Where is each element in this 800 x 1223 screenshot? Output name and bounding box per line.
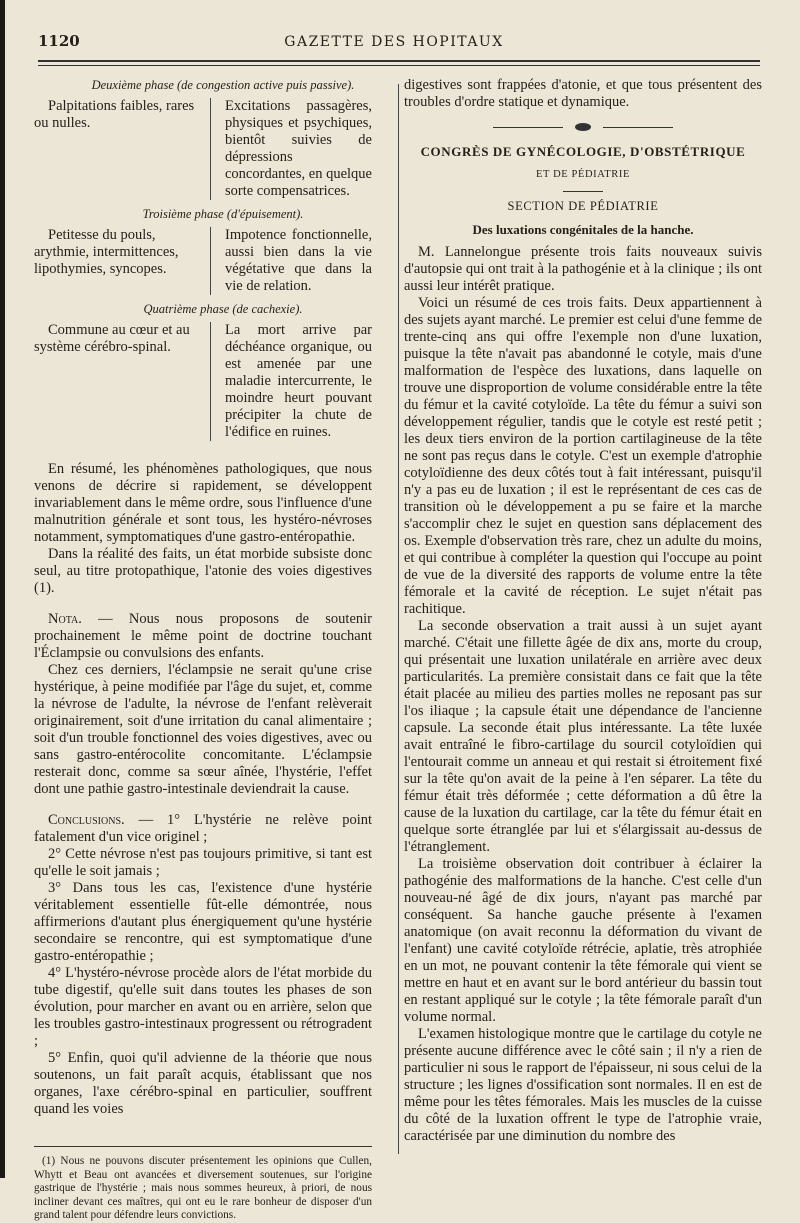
phase-3-nervous: Impotence fonctionnelle, aussi bien dans la vie végétative que dans la vie de relation. (225, 227, 372, 294)
phase-3-title: Troisième phase (d'épuisement). (142, 207, 304, 221)
ornament-divider (493, 123, 673, 133)
short-rule (563, 191, 603, 192)
page-number: 1120 (38, 32, 80, 50)
phase-2-title: Deuxième phase (de congestion active puis passive). (91, 78, 355, 92)
phase-2-table (34, 98, 372, 200)
nota-paragraph (34, 611, 372, 662)
header-rule-thin (38, 65, 760, 66)
right-column (404, 77, 762, 1145)
page-edge (0, 0, 5, 1178)
footnote: (1) Nous ne pouvons discuter présentement les opinions que Cullen, Whytt et Beau ont avancées et diversement soutenues, sur l'origine gastrique de l'hystérie ; mais nous sommes heureux, à priori, de nous incliner devant ces maîtres, qui ont eu le rare bonheur de disposer d'un grand talent pour défendre leurs convictions. (34, 1155, 372, 1221)
reality-paragraph: Dans la réalité des faits, un état morbide subsiste donc seul, au titre protopathique, l'atonie des voies digestives (1). (34, 546, 372, 596)
congress-title: CONGRÈS DE GYNÉCOLOGIE, D'OBSTÉTRIQUE (420, 144, 746, 159)
page-header (26, 32, 762, 56)
header-rule-thick (38, 60, 760, 62)
second-observation: La seconde observation a trait aussi à un sujet ayant marché. C'était une fillette âgée de dix ans, morte du croup, qui présentait une luxation unilatérale en arrière avec deux particularités. La première consistait dans ce fait que la tête était placée au milieu des parties molles ne reposant pas sur l'os iliaque ; la capsule était une dépendance de l'ancienne capsule. La seconde était plus intéressante. La tête luxée avait entraîné le fibro-cartilage du sourcil cotyloïdien qui l'entourait comme un anneau et qui restait si étroitement fixé sur la tête qu'on avait de la peine à l'en séparer. La tête du fémur était très déformée ; cette déformation a dû être la cause de la luxation du cartilage, car la tête du fémur était en quelque sorte étranglée par lui et s'élargissait au-dessus de l'étranglement. (404, 618, 762, 855)
histology-paragraph: L'examen histologique montre que le cartilage du cotyle ne présente aucune différence avec le côté sain ; il n'y a rien de particulier ni sous le rapport de l'épaisseur, ni sous celui de la structure ; les lignes d'ossification sont normales. Il en est de même pour les têtes fémorales. Mais les muscles de la cuisse du côté de la luxation offrent le type de l'atrophie vraie, caractérisée par une diminution du nombre des (404, 1026, 762, 1144)
article-intro: M. Lannelongue présente trois faits nouveaux suivis d'autopsie qui ont trait à la pathogénie et à la clinique ; ils ont aussi leur intérêt pratique. (404, 244, 762, 294)
journal-title: GAZETTE DES HOPITAUX (284, 34, 504, 50)
footnote-rule (34, 1146, 372, 1147)
phase-4-table (34, 322, 372, 441)
section-title: SECTION DE PÉDIATRIE (507, 199, 659, 213)
phase-2-cardiac: Palpitations faibles, rares ou nulles. (34, 98, 211, 200)
phase-4-cardiac: Commune au cœur et au système cérébro-spinal. (34, 322, 211, 441)
nota-text: — Nous nous proposons de soutenir prochainement le même point de doctrine touchant l'Éclampsie ou convulsions des enfants. (34, 611, 373, 661)
continuation-text: digestives sont frappées d'atonie, et que tous présentent des troubles d'ordre statique et dynamique. (404, 77, 762, 110)
conclusion-3: 3° Dans tous les cas, l'existence d'une hystérie véritablement essentielle fût-elle démontrée, nous affirmerions d'autant plus énergiquement qu'une hystérie secondaire se rencontre, qui est symptomatique d'une gastro-entéropathie ; (34, 880, 372, 964)
phase-2-nervous: Excitations passagères, physiques et psychiques, bientôt suivies de dépressions concordantes, en quelque sorte compensatrices. (225, 98, 372, 199)
nota-lead: Nota. (48, 611, 82, 627)
first-observation: Voici un résumé de ces trois faits. Deux appartiennent à des sujets ayant marché. Le premier est celui d'une femme de trente-cinq ans qui offre l'exemple non d'une luxation, puisque la tête n'avait pas abandonné le cotyle, mais d'une malformation de l'espèce des luxations, dans laquelle on trouve une disproportion de volume considérable entre la tête du fémur et la cavité cotyloïde. La tête du fémur a suivi son développement régulier, tandis que le cotyle est resté petit ; les deux tiers environ de la portion cartilagineuse de la tête ne sont pas reçus dans le cotyle. C'est un exemple d'atrophie cotyloïdienne des deux côtés tout à fait intéressant, puisqu'il n'y a pas eu de luxation ; il est le représentant de ces cas de transition où le développement a pu se faire et la marche s'accomplir chez le sujet en question sans déplacement des os. Exemple d'observation très rare, chez un adulte du moins, et qui contribue à compléter la question qui l'occupe au point de vue de la diversité des rapports de volume entre la tête fémorale et la cavité de réception. Le sujet n'était pas rachitique. (404, 295, 762, 617)
eclampsia-paragraph: Chez ces derniers, l'éclampsie ne serait qu'une crise hystérique, à peine modifiée par l'âge du sujet, et, comme la névrose de l'adulte, la névrose de l'enfant relèverait originairement, soit d'une irritation du canal alimentaire ; soit d'un trouble fonctionnel des voies digestives, avec ou sans gastro-entérocolite concomitante. L'éclampsie resterait donc, comme sa sœur aînée, l'hystérie, l'effet dont une pathie gastro-intestinale deviendrait la cause. (34, 662, 372, 797)
column-divider (398, 84, 399, 1154)
phase-3-table (34, 227, 372, 295)
conclusions-lead: Conclusions. (48, 812, 125, 828)
conclusion-5: 5° Enfin, quoi qu'il advienne de la théorie que nous soutenons, un fait paraît acquis, établissant que nos organes, l'axe cérébro-spinal en particulier, souffrent quand les voies (34, 1050, 372, 1117)
congress-subtitle: ET DE PÉDIATRIE (536, 169, 630, 180)
phase-3-cardiac: Petitesse du pouls, arythmie, intermittences, lipothymies, syncopes. (34, 227, 211, 295)
phase-4-title: Quatrième phase (de cachexie). (143, 302, 303, 316)
phase-4-nervous: La mort arrive par déchéance organique, ou est amenée par une maladie intercurrente, le moindre heurt pouvant précipiter la chute de l'édifice en ruines. (225, 322, 372, 440)
conclusion-4: 4° L'hystéro-névrose procède alors de l'état morbide du tube digestif, qu'elle suit dans toutes les phases de son évolution, pour marcher en avant ou en arrière, selon que les troubles gastro-intestinaux progressent ou rétrogradent ; (34, 965, 372, 1049)
left-column (34, 77, 372, 1223)
conclusion-1-text: — 1° L'hystérie ne relève point fatalement d'un vice originel ; (34, 812, 372, 845)
summary-paragraph: En résumé, les phénomènes pathologiques, que nous venons de décrire si rapidement, se développent invariablement dans le même ordre, sous l'influence d'une malnutrition générale et sont tous, les hystéro-névroses notamment, symptomatiques d'une gastro-entéropathie. (34, 461, 372, 545)
article-title: Des luxations congénitales de la hanche. (472, 222, 694, 237)
conclusion-1 (34, 812, 372, 846)
third-observation: La troisième observation doit contribuer à éclairer la pathogénie des malformations de la hanche. C'est celle d'un nouveau-né âgé de dix jours, n'ayant pas marché par conséquent. Sa hanche gauche présente à l'examen anatomique (on avait reconnu la déformation du vivant de l'enfant) une cavité cotyloïde rétrécie, aplatie, très atrophiée en un mot, ne pouvant contenir la tête fémorale qui vient se mettre en haut et en avant sur le bord antérieur du bassin tout en restant appliqué sur le cotyle ; la tête fémorale paraît d'un volume normal. (404, 856, 762, 1025)
conclusion-2: 2° Cette névrose n'est pas toujours primitive, si tant est qu'elle le soit jamais ; (34, 846, 372, 879)
